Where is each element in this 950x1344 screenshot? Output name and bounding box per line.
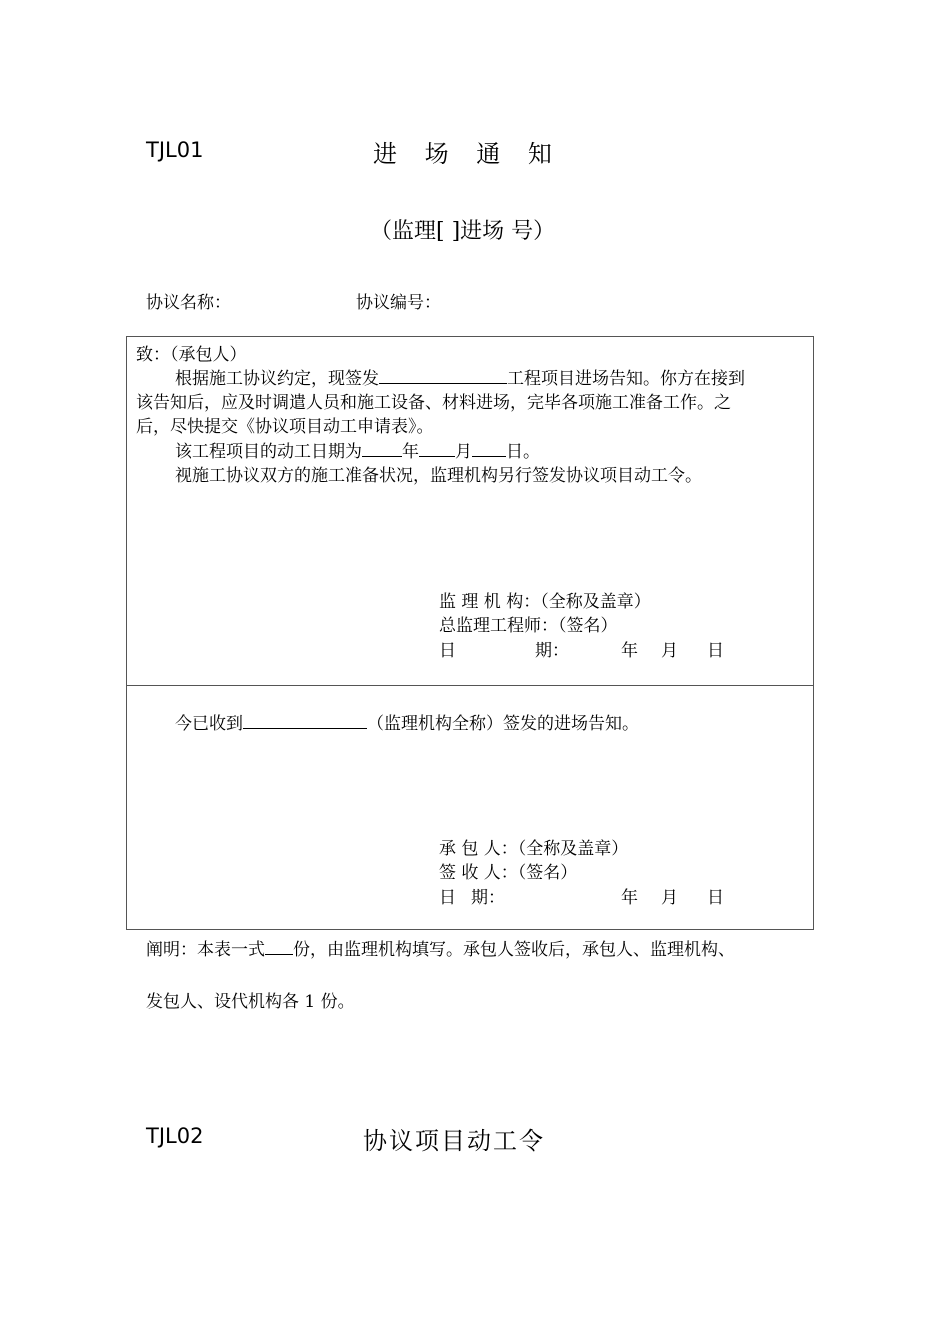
note-text-a: 阐明：本表一式 (146, 940, 265, 960)
sig1-date-label-b: 期： (535, 641, 569, 661)
receipt-text-a: 今已收到 (175, 714, 243, 734)
agreement-name-label: 协议名称： (146, 293, 231, 313)
table-divider (127, 685, 813, 686)
supervision-org-line: 监 理 机 构：（全称及盖章） (439, 592, 651, 612)
year-blank[interactable] (362, 439, 402, 457)
paragraph-1-line-3: 后，尽快提交《协议项目动工申请表》。 (136, 417, 434, 437)
sig2-date-label-a: 日 (439, 888, 456, 908)
month-label: 月 (455, 442, 472, 462)
supervision-org-blank[interactable] (243, 711, 367, 729)
form2-title: 协议项目动工令 (363, 1127, 545, 1155)
paragraph-1-line-1 (175, 364, 745, 389)
paragraph-1-line-2: 该告知后，应及时调遣人员和施工设备、材料进场，完毕各项施工准备工作。之 (136, 393, 731, 413)
sig1-month: 月 (661, 641, 678, 661)
note-text-b: 份，由监理机构填写。承包人签收后，承包人、监理机构、 (293, 940, 735, 960)
receiver-line: 签 收 人：（签名） (439, 863, 578, 883)
month-blank[interactable] (419, 439, 455, 457)
note-line-2: 发包人、设代机构各 1 份。 (146, 992, 355, 1012)
day-blank[interactable] (472, 439, 506, 457)
sig1-date-line (439, 636, 739, 661)
sig2-date-line (439, 883, 739, 908)
to-line: 致：（承包人） (136, 345, 247, 365)
sig2-month: 月 (661, 888, 678, 908)
para1-text-b: 工程项目进场告知。你方在接到 (507, 369, 745, 389)
contractor-line: 承 包 人：（全称及盖章） (439, 839, 629, 859)
form-title: 进 场 通 知 (373, 140, 562, 168)
chief-engineer-line: 总监理工程师：（签名） (439, 616, 618, 636)
sig1-day: 日 (707, 641, 724, 661)
sig1-date-label-a: 日 (439, 641, 456, 661)
start-date-line (175, 437, 540, 462)
copies-blank[interactable] (265, 937, 293, 955)
year-label: 年 (402, 442, 419, 462)
sig2-date-label-b: 期： (471, 888, 505, 908)
project-name-blank[interactable] (379, 366, 507, 384)
sig2-day: 日 (707, 888, 724, 908)
paragraph-3: 视施工协议双方的施工准备状况，监理机构另行签发协议项目动工令。 (175, 466, 702, 486)
notice-table (126, 336, 814, 930)
form2-code: TJL02 (146, 1124, 204, 1148)
agreement-no-label: 协议编号： (356, 293, 441, 313)
receipt-line (175, 709, 639, 734)
para1-text-a: 根据施工协议约定，现签发 (175, 369, 379, 389)
note-line-1 (146, 935, 735, 960)
sig2-year: 年 (621, 888, 638, 908)
form-code: TJL01 (146, 138, 204, 162)
form-subtitle: （监理[ ]进场 号） (370, 219, 556, 244)
sig1-year: 年 (621, 641, 638, 661)
day-label: 日。 (506, 442, 540, 462)
receipt-text-b: （监理机构全称）签发的进场告知。 (367, 714, 639, 734)
start-date-text: 该工程项目的动工日期为 (175, 442, 362, 462)
